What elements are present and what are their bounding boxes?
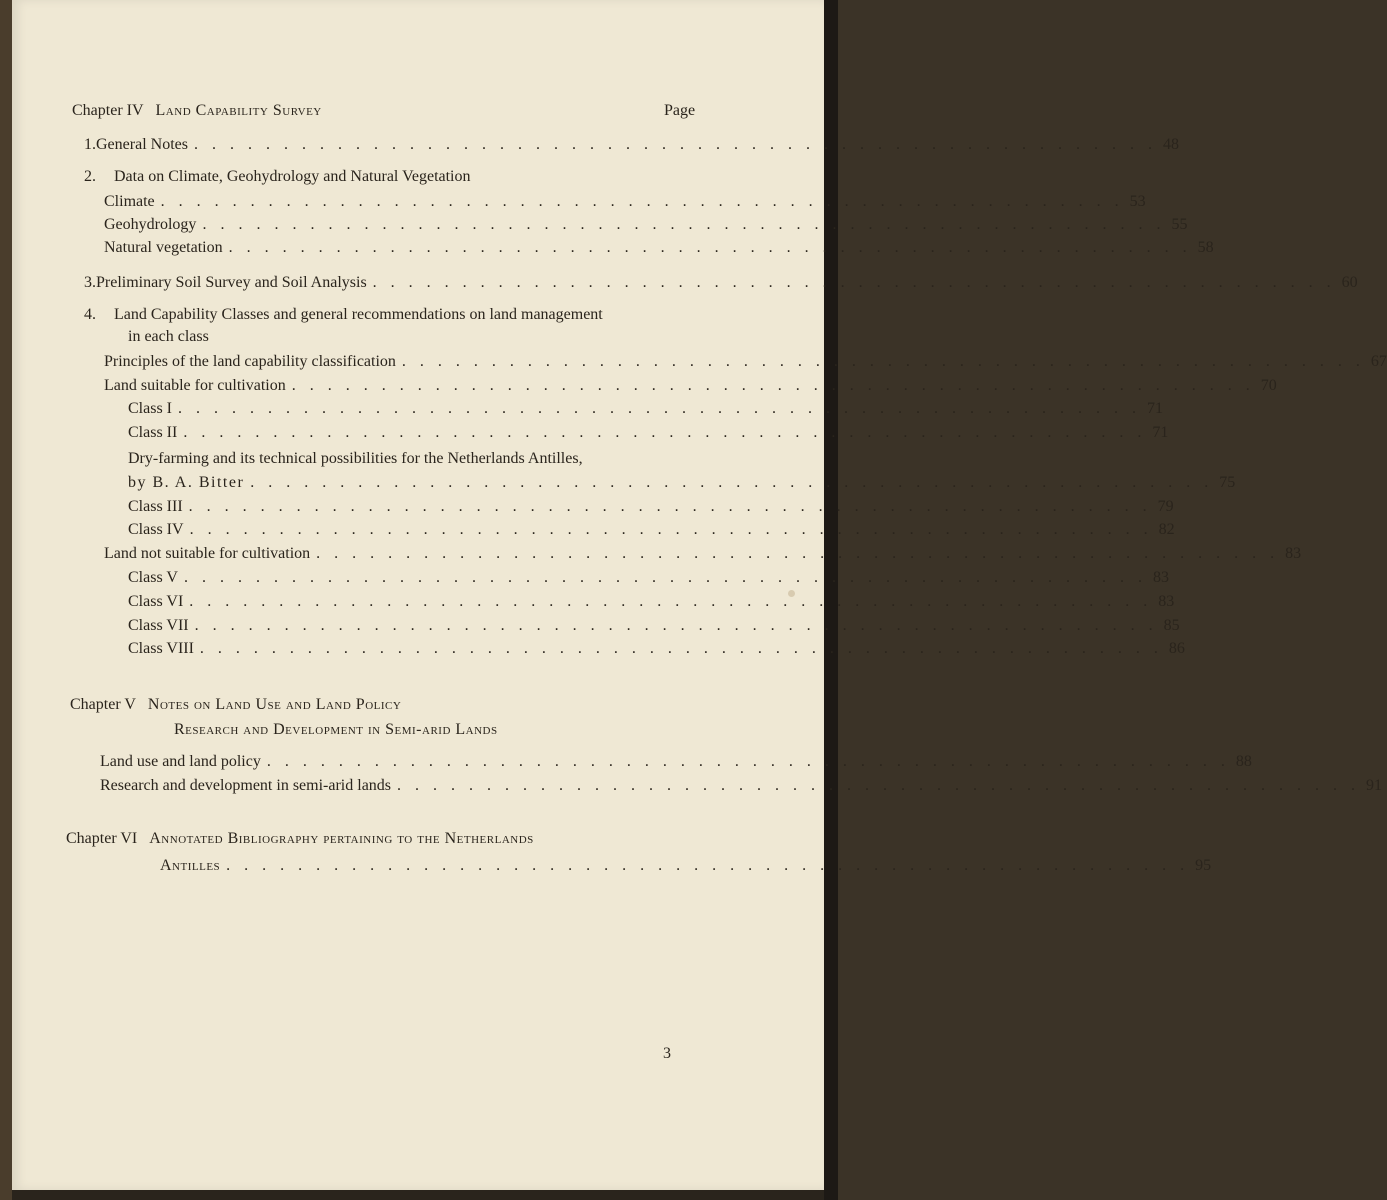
entry-title: Class II	[128, 424, 178, 441]
page-edge-bottom	[12, 1190, 824, 1200]
toc-entry-dry-farming: Dry-farming and its technical possibilities for the Netherlands Antilles,	[128, 450, 583, 467]
toc-entry-geohydrology	[104, 216, 1188, 234]
entry-title: Research and development in semi-arid lands	[100, 777, 392, 794]
toc-entry-data-climate	[84, 168, 471, 186]
entry-page: 91	[1366, 777, 1383, 794]
dot-leader: . . . . . . . . . . . . . . . . . . . . . . . . . . . . . . . . . . . . . . . . . . . . . . . . . . . . . .	[178, 400, 1141, 417]
entry-number: 1.	[84, 136, 96, 153]
entry-title: General Notes	[96, 136, 188, 153]
toc-entry-land-use	[100, 753, 1252, 771]
toc-entry-land-capability-classes	[84, 306, 603, 324]
entry-title: Natural vegetation	[104, 239, 223, 256]
entry-page: 67	[1370, 353, 1387, 370]
dot-leader: . . . . . . . . . . . . . . . . . . . . . . . . . . . . . . . . . . . . . . . . . . . . . . . . . . . . . .	[188, 498, 1152, 515]
entry-page: 83	[1285, 545, 1302, 562]
entry-page: 79	[1157, 498, 1174, 515]
entry-page: 55	[1171, 216, 1188, 233]
entry-page: 83	[1158, 593, 1175, 610]
toc-entry-natural-vegetation	[104, 239, 1214, 257]
entry-title: Class V	[128, 569, 178, 586]
dot-leader: . . . . . . . . . . . . . . . . . . . . . . . . . . . . . . . . . . . . . . . . . . . . . . . . . . . . . .	[199, 640, 1163, 657]
entry-title: Land not suitable for cultivation	[104, 545, 311, 562]
dot-leader: . . . . . . . . . . . . . . . . . . . . . . . . . . . . . . . . . . . . . . . . . . . . . . . . . . . . . .	[226, 857, 1190, 874]
dot-leader: . . . . . . . . . . . . . . . . . . . . . . . . . . . . . . . . . . . . . . . . . . . . . . . . . . . . . .	[183, 424, 1147, 441]
entry-title: Geohydrology	[104, 216, 197, 233]
chapter-6-prefix: Chapter VI	[66, 830, 138, 847]
toc-entry-by-bitter	[128, 474, 1236, 492]
book-spine	[0, 0, 12, 1200]
entry-title: Class I	[128, 400, 172, 417]
chapter-6-title-line1: Annotated Bibliography pertaining to the Netherlands	[149, 830, 534, 847]
toc-entry-class-iii	[128, 498, 1174, 516]
entry-page: 53	[1129, 193, 1146, 210]
entry-page: 71	[1147, 400, 1163, 417]
entry-title: Class VI	[128, 593, 184, 610]
toc-entry-class-viii	[128, 640, 1185, 658]
toc-entry-continuation: in each class	[128, 328, 209, 345]
dot-leader: . . . . . . . . . . . . . . . . . . . . . . . . . . . . . . . . . . . . . . . . . . . . . . . . . . . . . .	[250, 474, 1214, 491]
dot-leader: . . . . . . . . . . . . . . . . . . . . . . . . . . . . . . . . . . . . . . . . . . . . . . . . . . . . . .	[291, 377, 1255, 394]
page-number: 3	[663, 1045, 671, 1062]
entry-title: Data on Climate, Geohydrology and Natural Vegetation	[114, 168, 471, 185]
entry-page: 48	[1162, 136, 1179, 153]
dot-leader: . . . . . . . . . . . . . . . . . . . . . . . . . . . . . . . . . . . . . . . . . . . . . . . . . . . . . .	[194, 617, 1158, 634]
chapter-5-title-line1: Notes on Land Use and Land Policy	[147, 696, 402, 713]
toc-entry-class-vi	[128, 593, 1175, 611]
dot-leader: . . . . . . . . . . . . . . . . . . . . . . . . . . . . . . . . . . . . . . . . . . . . . . . . . . . . . .	[397, 777, 1361, 794]
entry-title: Land suitable for cultivation	[104, 377, 286, 394]
entry-page: 58	[1197, 239, 1214, 256]
entry-page: 85	[1163, 617, 1180, 634]
toc-entry-antilles	[160, 857, 1212, 875]
dot-leader: . . . . . . . . . . . . . . . . . . . . . . . . . . . . . . . . . . . . . . . . . . . . . . . . . . . . . .	[401, 353, 1365, 370]
entry-page: 88	[1235, 753, 1252, 770]
dot-leader: . . . . . . . . . . . . . . . . . . . . . . . . . . . . . . . . . . . . . . . . . . . . . . . . . . . . . .	[189, 593, 1153, 610]
chapter-6-heading	[66, 830, 534, 848]
entry-page: 83	[1152, 569, 1169, 586]
entry-page: 71	[1152, 424, 1169, 441]
dot-leader: . . . . . . . . . . . . . . . . . . . . . . . . . . . . . . . . . . . . . . . . . . . . . . . . . . . . . .	[183, 569, 1147, 586]
dot-leader: . . . . . . . . . . . . . . . . . . . . . . . . . . . . . . . . . . . . . . . . . . . . . . . . . . . . . .	[372, 274, 1336, 291]
toc-entry-climate	[104, 193, 1146, 211]
toc-entry-principles	[104, 353, 1387, 371]
chapter-5-subtitle: Research and Development in Semi-arid Lands	[174, 721, 498, 738]
entry-title: Land Capability Classes and general recommendations on land management	[114, 306, 603, 323]
toc-entry-class-i	[128, 400, 1163, 418]
toc-entry-class-v	[128, 569, 1169, 587]
chapter-4-heading	[72, 102, 322, 120]
entry-page: 60	[1341, 274, 1358, 291]
entry-number: 2.	[84, 168, 96, 185]
dot-leader: . . . . . . . . . . . . . . . . . . . . . . . . . . . . . . . . . . . . . . . . . . . . . . . . . . . . . .	[189, 521, 1153, 538]
toc-entry-general-notes	[84, 136, 1179, 154]
toc-entry-class-ii	[128, 424, 1169, 442]
toc-entry-class-vii	[128, 617, 1180, 635]
entry-title: Class IV	[128, 521, 184, 538]
entry-page: 75	[1219, 474, 1236, 491]
entry-title: Antilles	[160, 857, 221, 874]
chapter-5-title-line2	[174, 721, 498, 739]
entry-title: Land use and land policy	[100, 753, 261, 770]
entry-page: 95	[1195, 857, 1212, 874]
entry-page: 70	[1260, 377, 1277, 394]
chapter-5-heading	[70, 696, 401, 714]
entry-number: 4.	[84, 306, 96, 323]
entry-title: Principles of the land capability classification	[104, 353, 396, 370]
toc-entry-land-not-suitable	[104, 545, 1302, 563]
dot-leader: . . . . . . . . . . . . . . . . . . . . . . . . . . . . . . . . . . . . . . . . . . . . . . . . . . . . . .	[193, 136, 1157, 153]
chapter-4-title: Land Capability Survey	[155, 102, 322, 119]
toc-entry-land-suitable	[104, 377, 1277, 395]
dot-leader: . . . . . . . . . . . . . . . . . . . . . . . . . . . . . . . . . . . . . . . . . . . . . . . . . . . . . .	[316, 545, 1280, 562]
entry-title: Preliminary Soil Survey and Soil Analysis	[96, 274, 367, 291]
entry-page: 82	[1158, 521, 1175, 538]
toc-entry-research	[100, 777, 1383, 795]
entry-title: Climate	[104, 193, 155, 210]
dot-leader: . . . . . . . . . . . . . . . . . . . . . . . . . . . . . . . . . . . . . . . . . . . . . . . . . . . . . .	[202, 216, 1166, 233]
entry-title: Class III	[128, 498, 183, 515]
chapter-4-prefix: Chapter IV	[72, 102, 144, 119]
toc-entry-soil-survey	[84, 274, 1358, 292]
chapter-5-prefix: Chapter V	[70, 696, 136, 713]
dot-leader: . . . . . . . . . . . . . . . . . . . . . . . . . . . . . . . . . . . . . . . . . . . . . . . . . . . . . .	[160, 193, 1124, 210]
entry-page: 86	[1168, 640, 1185, 657]
dot-leader: . . . . . . . . . . . . . . . . . . . . . . . . . . . . . . . . . . . . . . . . . . . . . . . . . . . . . .	[228, 239, 1192, 256]
entry-title: by B. A. Bitter	[128, 474, 245, 491]
entry-title: Class VII	[128, 617, 189, 634]
toc-entry-class-iv	[128, 521, 1175, 539]
entry-number: 3.	[84, 274, 96, 291]
entry-title: Class VIII	[128, 640, 194, 657]
dot-leader: . . . . . . . . . . . . . . . . . . . . . . . . . . . . . . . . . . . . . . . . . . . . . . . . . . . . . .	[266, 753, 1230, 770]
page-column-label: Page	[664, 102, 696, 119]
